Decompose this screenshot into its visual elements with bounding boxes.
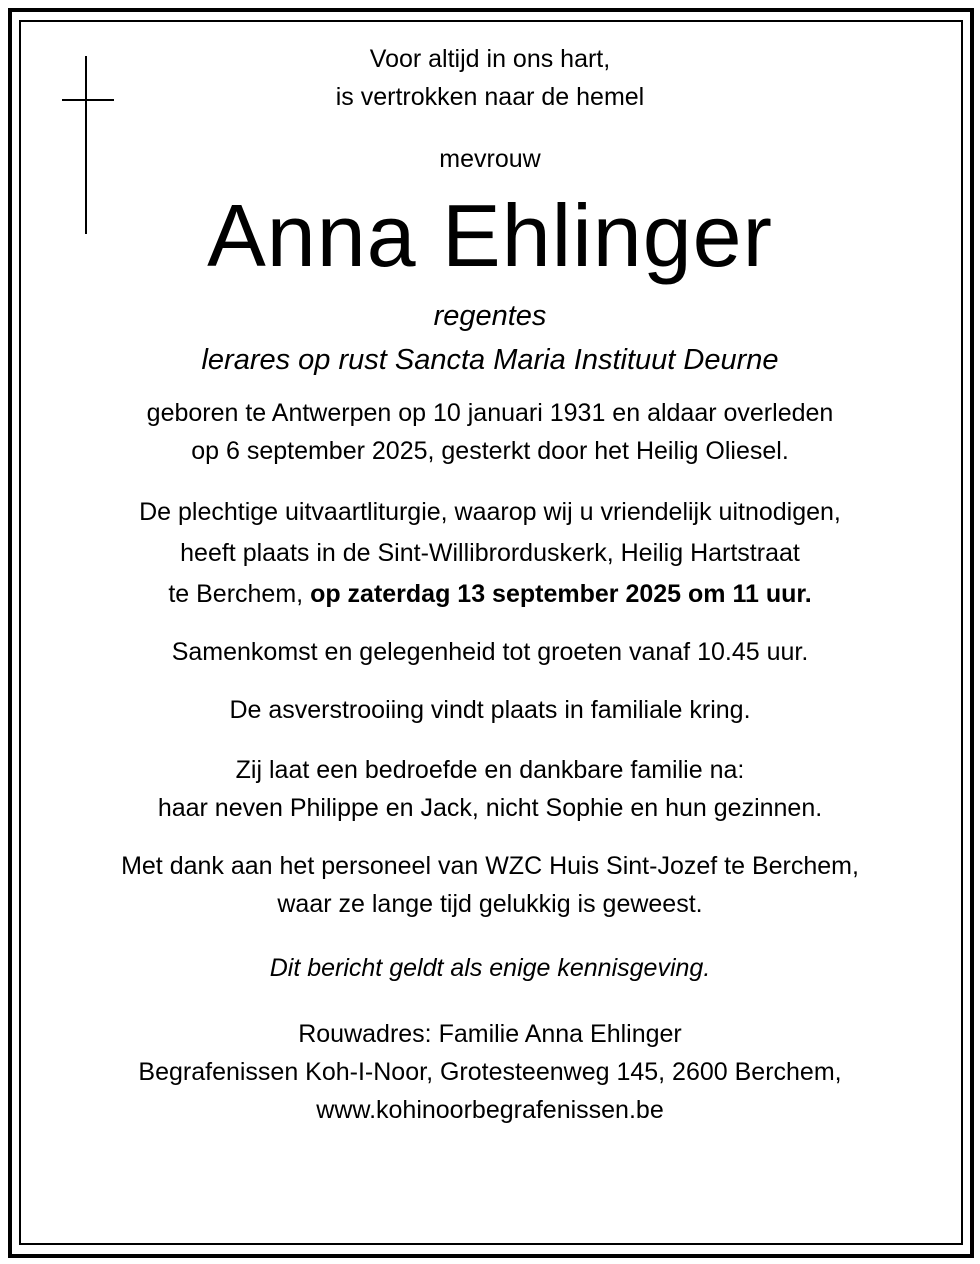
birth-line-2: op 6 september 2025, gesterkt door het Heilig Oliesel. (191, 437, 789, 465)
birth-death-block (30, 394, 950, 470)
gathering-text: Samenkomst en gelegenheid tot groeten vanaf 10.45 uur. (171, 638, 809, 666)
family-line-1: Zij laat een bedroefde en dankbare familie na: (235, 756, 745, 784)
occupation-line-2: lerares op rust Sancta Maria Instituut Deurne (201, 344, 779, 376)
deceased-name: Anna Ehlinger (207, 186, 773, 285)
address-line-2: Begrafenissen Koh-I-Noor, Grotesteenweg 145, 2600 Berchem, (138, 1058, 842, 1086)
intro-line-2: is vertrokken naar de hemel (335, 83, 645, 111)
ceremony-line-2: heeft plaats in de Sint-Willibrorduskerk, Heilig Hartstraat (180, 539, 800, 567)
notice-text: Dit bericht geldt als enige kennisgeving. (269, 954, 711, 982)
address-line-1: Rouwadres: Familie Anna Ehlinger (298, 1020, 682, 1048)
salutation: mevrouw (439, 145, 541, 173)
family-line-2: haar neven Philippe en Jack, nicht Sophie en hun gezinnen. (157, 794, 823, 822)
ceremony-block (30, 492, 950, 615)
address-block (30, 1015, 950, 1129)
thanks-line-2: waar ze lange tijd gelukkig is geweest. (277, 890, 703, 918)
thanks-line-1: Met dank aan het personeel van WZC Huis Sint-Jozef te Berchem, (121, 852, 859, 880)
family-block (30, 751, 950, 827)
ceremony-line-3 (30, 574, 950, 615)
intro-line-1: Voor altijd in ons hart, (369, 45, 611, 73)
ceremony-date-time: op zaterdag 13 september 2025 om 11 uur. (310, 580, 812, 608)
ashes-text: De asverstrooiing vindt plaats in familiale kring. (229, 696, 751, 724)
website-link[interactable]: www.kohinoorbegrafenissen.be (316, 1096, 664, 1124)
obituary-content (30, 40, 950, 1129)
ceremony-line-3-prefix: te Berchem, (168, 580, 311, 608)
occupation-block (30, 294, 950, 382)
thanks-block (30, 847, 950, 923)
birth-line-1: geboren te Antwerpen op 10 januari 1931 en aldaar overleden (146, 399, 834, 427)
intro-block (30, 40, 950, 116)
occupation-line-1: regentes (433, 300, 547, 332)
ceremony-line-1: De plechtige uitvaartliturgie, waarop wij u vriendelijk uitnodigen, (139, 498, 841, 526)
